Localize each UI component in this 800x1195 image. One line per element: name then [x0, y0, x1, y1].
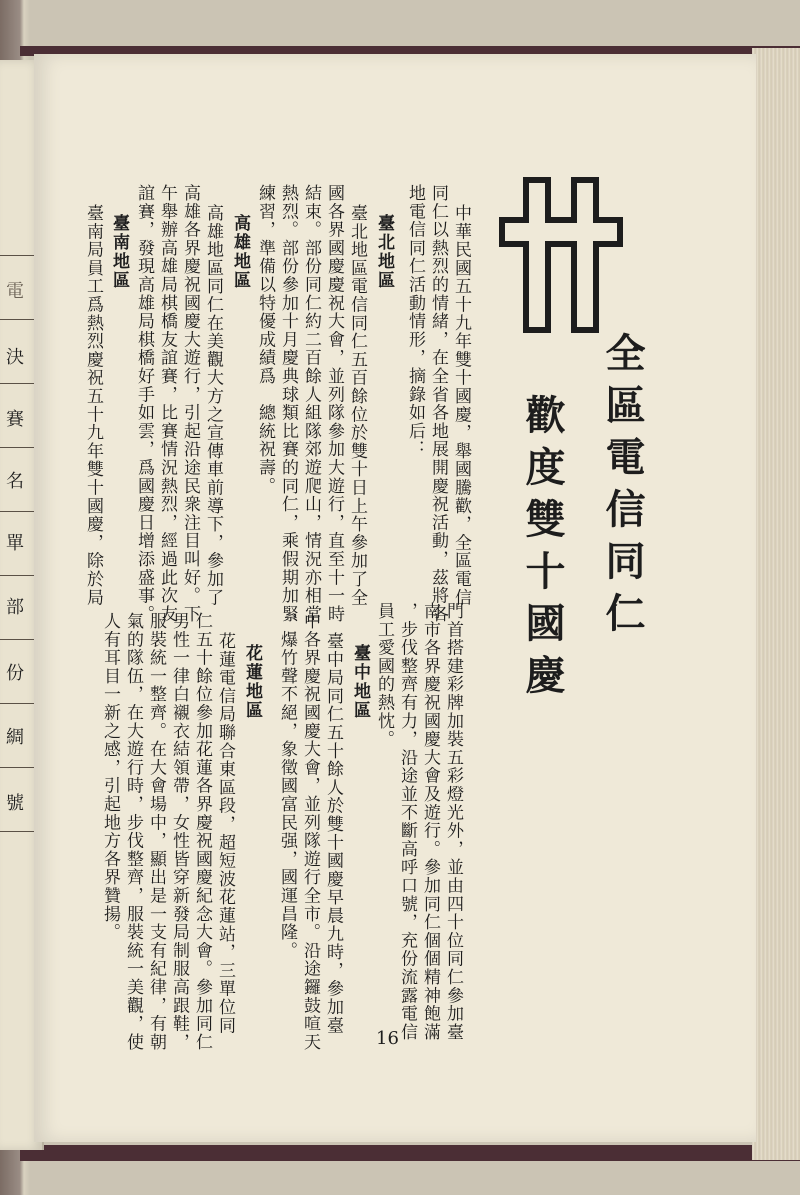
paragraph-line: 門首搭建彩牌加裝五彩燈光外，並由四十位同仁參加臺 — [443, 602, 463, 1042]
paragraph-line: 誼賽，發現高雄局棋橋好手如雲，爲國慶日增添盛事。 — [134, 184, 154, 624]
paragraph-line: 臺南局員工爲熱烈慶祝五十九年雙十國慶，除於局 — [83, 204, 103, 607]
heading-hualien: 花蓮地區 — [242, 644, 262, 720]
left-fragment-char: 電 — [6, 281, 24, 302]
left-fragment-char: 份 — [6, 663, 24, 684]
paragraph-line: 男性一律白襯衣結領帶，女性皆穿新發局制服高跟鞋， — [169, 612, 189, 1052]
paragraph-line: 服裝統一整齊。在大會場中，顯出是一支有紀律，有朝 — [146, 612, 166, 1052]
title-line-1: 全區電信同仁 — [599, 332, 645, 644]
left-fragment-char: 綢 — [6, 727, 24, 748]
book-cover-bottom — [20, 1145, 800, 1161]
paragraph-line: 熱烈。部份參加十月慶典球類比賽的同仁，乘假期加緊 — [278, 184, 298, 624]
paragraph-line: 臺中局同仁五十餘人於雙十國慶早晨九時，參加臺 — [323, 632, 343, 1035]
paragraph-line: 中各界慶祝國慶大會，並列隊遊行全市。沿途鑼鼓喧天 — [300, 612, 320, 1052]
paragraph-line: 高雄各界慶祝國慶大遊行，引起沿途民衆注目叫好。下 — [180, 184, 200, 624]
paragraph-line: 練習，準備以特優成績爲 總統祝壽。 — [255, 184, 275, 496]
paragraph-line: 員工愛國的熱忱。 — [374, 602, 394, 749]
heading-taichung: 臺中地區 — [350, 644, 370, 720]
left-fragment-char: 號 — [6, 793, 24, 814]
left-fragment-char: 賽 — [6, 409, 24, 430]
paragraph-line: ，爆竹聲不絕，象徵國富民强，國運昌隆。 — [277, 612, 297, 960]
intro-line: 地電信同仁活動情形，摘錄如后： — [405, 184, 425, 459]
left-fragment-char: 部 — [6, 597, 24, 618]
paragraph-line: 臺北地區電信同仁五百餘位於雙十日上午參加了全 — [347, 204, 367, 607]
page-number: 16 — [376, 1028, 399, 1049]
title-line-2: 歡度雙十國慶 — [519, 394, 565, 706]
paragraph-line: 午舉辦高雄局棋橋友誼賽，比賽情況熱烈，經過此次友 — [157, 184, 177, 624]
paragraph-line: 結束。部份同仁約二百餘人組隊郊遊爬山，情況亦相當 — [301, 184, 321, 624]
paragraph-line: 高雄地區同仁在美觀大方之宣傳車前導下，參加了 — [203, 204, 223, 607]
telecom-logo-icon — [496, 170, 626, 340]
heading-tainan: 臺南地區 — [109, 214, 129, 290]
paragraph-line: 國各界國慶慶祝大會，並列隊參加大遊行，直至十一時 — [324, 184, 344, 624]
left-fragment-char: 單 — [6, 533, 24, 554]
page-stack-edge — [752, 48, 800, 1160]
heading-kaohsiung: 高雄地區 — [230, 214, 250, 290]
paragraph-line: 花蓮電信局聯合東區段，超短波花蓮站，三單位同 — [215, 632, 235, 1035]
book-page — [34, 54, 756, 1142]
paragraph-line: 人有耳目一新之感，引起地方各界贊揚。 — [100, 612, 120, 942]
left-fragment-char: 決 — [6, 347, 24, 368]
heading-taipei: 臺北地區 — [374, 214, 394, 290]
paragraph-line: 南市各界慶祝國慶大會及遊行。參加同仁個個精神飽滿 — [420, 602, 440, 1042]
paragraph-line: 仁五十餘位參加花蓮各界慶祝國慶紀念大會。參加同仁 — [192, 612, 212, 1052]
intro-line: 中華民國五十九年雙十國慶，舉國騰歡，全區電信 — [451, 204, 471, 607]
intro-line: 同仁以熱烈的情緒，在全省各地展開慶祝活動，茲將各 — [428, 184, 448, 624]
paragraph-line: ，步伐整齊有力，沿途並不斷高呼口號，充份流露電信 — [397, 602, 417, 1042]
paragraph-line: 氣的隊伍，在大遊行時，步伐整齊，服裝統一美觀，使 — [123, 612, 143, 1052]
left-fragment-char: 名 — [6, 471, 24, 492]
